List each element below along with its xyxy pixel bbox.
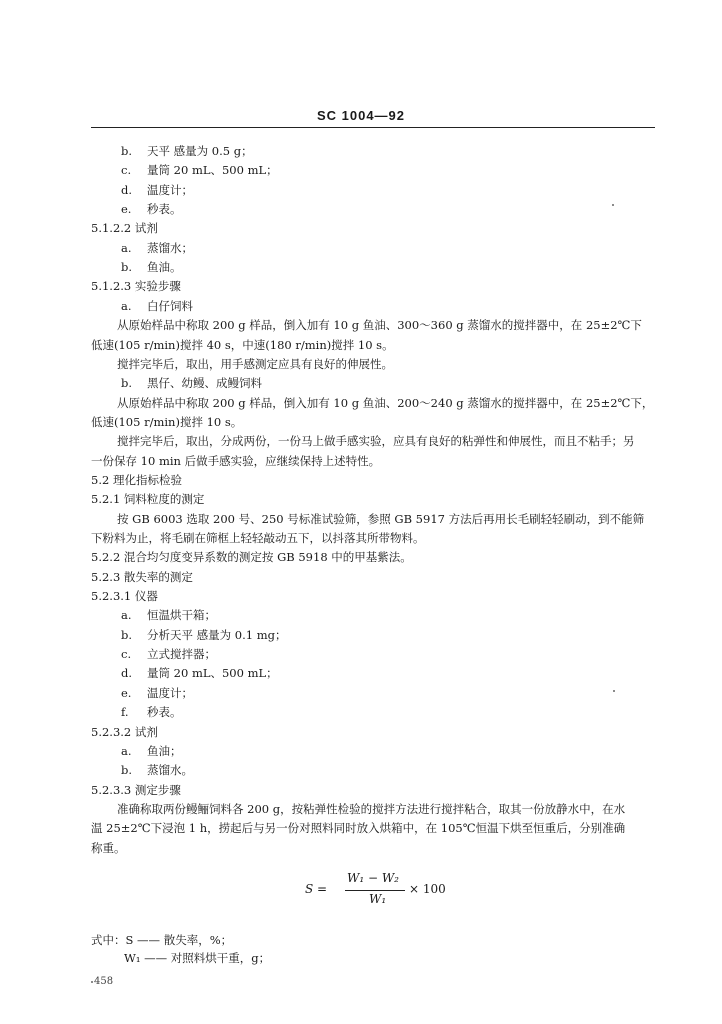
line-text: 蒸馏水； bbox=[147, 241, 193, 255]
header-rule bbox=[91, 127, 655, 128]
paragraph-line bbox=[117, 395, 653, 411]
standard-code-header: SC 1004—92 bbox=[316, 108, 406, 123]
formula-lhs: S bbox=[305, 882, 314, 896]
line-text: 下粉料为止，将毛刷在筛框上轻轻敲动五下，以抖落其所带物料。 bbox=[91, 531, 425, 545]
section-heading bbox=[91, 588, 158, 604]
line-text: 从原始样品中称取 200 g 样品，倒入加有 10 g 鱼油、300～360 g 蒸馏水的搅拌器中，在 25±2℃下 bbox=[117, 318, 642, 332]
section-heading bbox=[91, 724, 158, 740]
paragraph-line bbox=[91, 840, 126, 856]
paragraph-line bbox=[117, 801, 625, 817]
list-item-label: d. bbox=[121, 183, 133, 197]
formula bbox=[305, 871, 465, 911]
scan-speck bbox=[612, 204, 614, 206]
list-item bbox=[121, 665, 278, 681]
list-item-label: e. bbox=[121, 202, 132, 216]
paragraph-line bbox=[117, 356, 393, 372]
section-heading bbox=[91, 472, 182, 488]
definition-line: W₁ —— 对照料烘干重，g； bbox=[124, 951, 271, 965]
list-item bbox=[121, 298, 193, 314]
list-item bbox=[121, 143, 253, 159]
line-text: 鱼油。 bbox=[147, 260, 182, 274]
list-item-label: a. bbox=[121, 608, 132, 622]
section-heading bbox=[91, 549, 412, 565]
paragraph-line bbox=[91, 414, 242, 430]
list-item-label: a. bbox=[121, 241, 132, 255]
line-text: 5.2.1 饲料粒度的测定 bbox=[91, 492, 205, 506]
list-item-label: b. bbox=[121, 144, 133, 158]
line-text: 秒表。 bbox=[147, 202, 182, 216]
formula-equals: = bbox=[317, 882, 328, 896]
list-item bbox=[121, 743, 182, 759]
list-item bbox=[121, 162, 278, 178]
line-text: 温度计； bbox=[147, 183, 193, 197]
list-item-label: c. bbox=[121, 647, 132, 661]
section-heading bbox=[91, 491, 204, 507]
list-item-label: b. bbox=[121, 260, 133, 274]
list-item-label: b. bbox=[121, 376, 133, 390]
paragraph-line bbox=[117, 317, 642, 333]
line-text: 黑仔、幼鳗、成鳗饲料 bbox=[147, 376, 262, 390]
line-text: 5.2 理化指标检验 bbox=[91, 473, 182, 487]
list-item bbox=[121, 646, 216, 662]
list-item-label: e. bbox=[121, 686, 132, 700]
line-text: 恒温烘干箱； bbox=[147, 608, 216, 622]
section-heading bbox=[91, 782, 181, 798]
paragraph-line bbox=[117, 433, 635, 449]
list-item-label: a. bbox=[121, 299, 132, 313]
list-item-label: c. bbox=[121, 163, 132, 177]
formula-multiplier: × 100 bbox=[409, 882, 446, 896]
formula-denominator: W₁ bbox=[369, 892, 387, 906]
line-text: 低速(105 r/min)搅拌 10 s。 bbox=[91, 415, 243, 429]
section-heading bbox=[91, 220, 158, 236]
list-item bbox=[121, 704, 182, 720]
list-item bbox=[121, 627, 287, 643]
line-text: 鱼油； bbox=[147, 744, 182, 758]
line-text: 5.2.3.1 仪器 bbox=[91, 589, 158, 603]
paragraph-line bbox=[117, 511, 644, 527]
line-text: 5.2.3 散失率的测定 bbox=[91, 570, 193, 584]
list-item-label: b. bbox=[121, 763, 133, 777]
line-text: 搅拌完毕后，取出，用手感测定应具有良好的伸展性。 bbox=[117, 357, 393, 371]
list-item bbox=[121, 762, 193, 778]
line-text: 5.2.3.2 试剂 bbox=[91, 725, 158, 739]
section-heading bbox=[91, 278, 181, 294]
paragraph-line bbox=[91, 337, 394, 353]
line-text: 温 25±2℃下浸泡 1 h，捞起后与另一份对照料同时放入烘箱中，在 105℃恒温下烘至恒重后，分别准确 bbox=[91, 821, 626, 835]
scan-speck bbox=[91, 981, 93, 983]
line-text: 称重。 bbox=[91, 841, 126, 855]
list-item-label: b. bbox=[121, 628, 133, 642]
line-text: 蒸馏水。 bbox=[147, 763, 193, 777]
line-text: 低速(105 r/min)搅拌 40 s，中速(180 r/min)搅拌 10 s。 bbox=[91, 338, 394, 352]
list-item-label: a. bbox=[121, 744, 132, 758]
line-text: 立式搅拌器； bbox=[147, 647, 216, 661]
definition-line: 式中：S —— 散失率，%； bbox=[91, 933, 233, 947]
list-item bbox=[121, 685, 193, 701]
line-text: 温度计； bbox=[147, 686, 193, 700]
line-text: 白仔饲料 bbox=[147, 299, 193, 313]
line-text: 量筒 20 mL、500 mL； bbox=[147, 666, 278, 680]
list-item bbox=[121, 182, 193, 198]
list-item bbox=[121, 607, 216, 623]
line-text: 分析天平 感量为 0.1 mg； bbox=[147, 628, 287, 642]
paragraph-line bbox=[91, 453, 380, 469]
line-text: 5.2.3.3 测定步骤 bbox=[91, 783, 181, 797]
section-heading bbox=[91, 569, 193, 585]
line-text: 秒表。 bbox=[147, 705, 182, 719]
line-text: 搅拌完毕后，取出，分成两份，一份马上做手感实验，应具有良好的粘弹性和伸展性，而且不粘手；另 bbox=[117, 434, 635, 448]
line-text: 5.1.2.3 实验步骤 bbox=[91, 279, 181, 293]
formula-numerator: W₁ − W₂ bbox=[347, 871, 399, 885]
line-text: 5.1.2.2 试剂 bbox=[91, 221, 158, 235]
list-item bbox=[121, 375, 262, 391]
list-item bbox=[121, 240, 193, 256]
line-text: 5.2.2 混合均匀度变异系数的测定按 GB 5918 中的甲基紫法。 bbox=[91, 550, 412, 564]
line-text: 量筒 20 mL、500 mL； bbox=[147, 163, 278, 177]
page-number: 458 bbox=[94, 976, 114, 987]
list-item-label: d. bbox=[121, 666, 133, 680]
list-item bbox=[121, 259, 182, 275]
list-item-label: f. bbox=[121, 705, 129, 719]
line-text: 一份保存 10 min 后做手感实验，应继续保持上述特性。 bbox=[91, 454, 381, 468]
line-text: 天平 感量为 0.5 g； bbox=[147, 144, 253, 158]
list-item bbox=[121, 201, 182, 217]
line-text: 按 GB 6003 选取 200 号、250 号标准试验筛，参照 GB 5917 方法后再用长毛刷轻轻刷动，到不能筛 bbox=[117, 512, 645, 526]
paragraph-line bbox=[91, 820, 625, 836]
paragraph-line bbox=[91, 530, 425, 546]
line-text: 从原始样品中称取 200 g 样品，倒入加有 10 g 鱼油、200～240 g 蒸馏水的搅拌器中，在 25±2℃下， bbox=[117, 396, 654, 410]
scan-speck bbox=[613, 690, 615, 692]
formula-fraction-bar bbox=[345, 890, 405, 891]
line-text: 准确称取两份鳗鲡饲料各 200 g，按粘弹性检验的搅拌方法进行搅拌粘合，取其一份放静水中，在水 bbox=[117, 802, 626, 816]
